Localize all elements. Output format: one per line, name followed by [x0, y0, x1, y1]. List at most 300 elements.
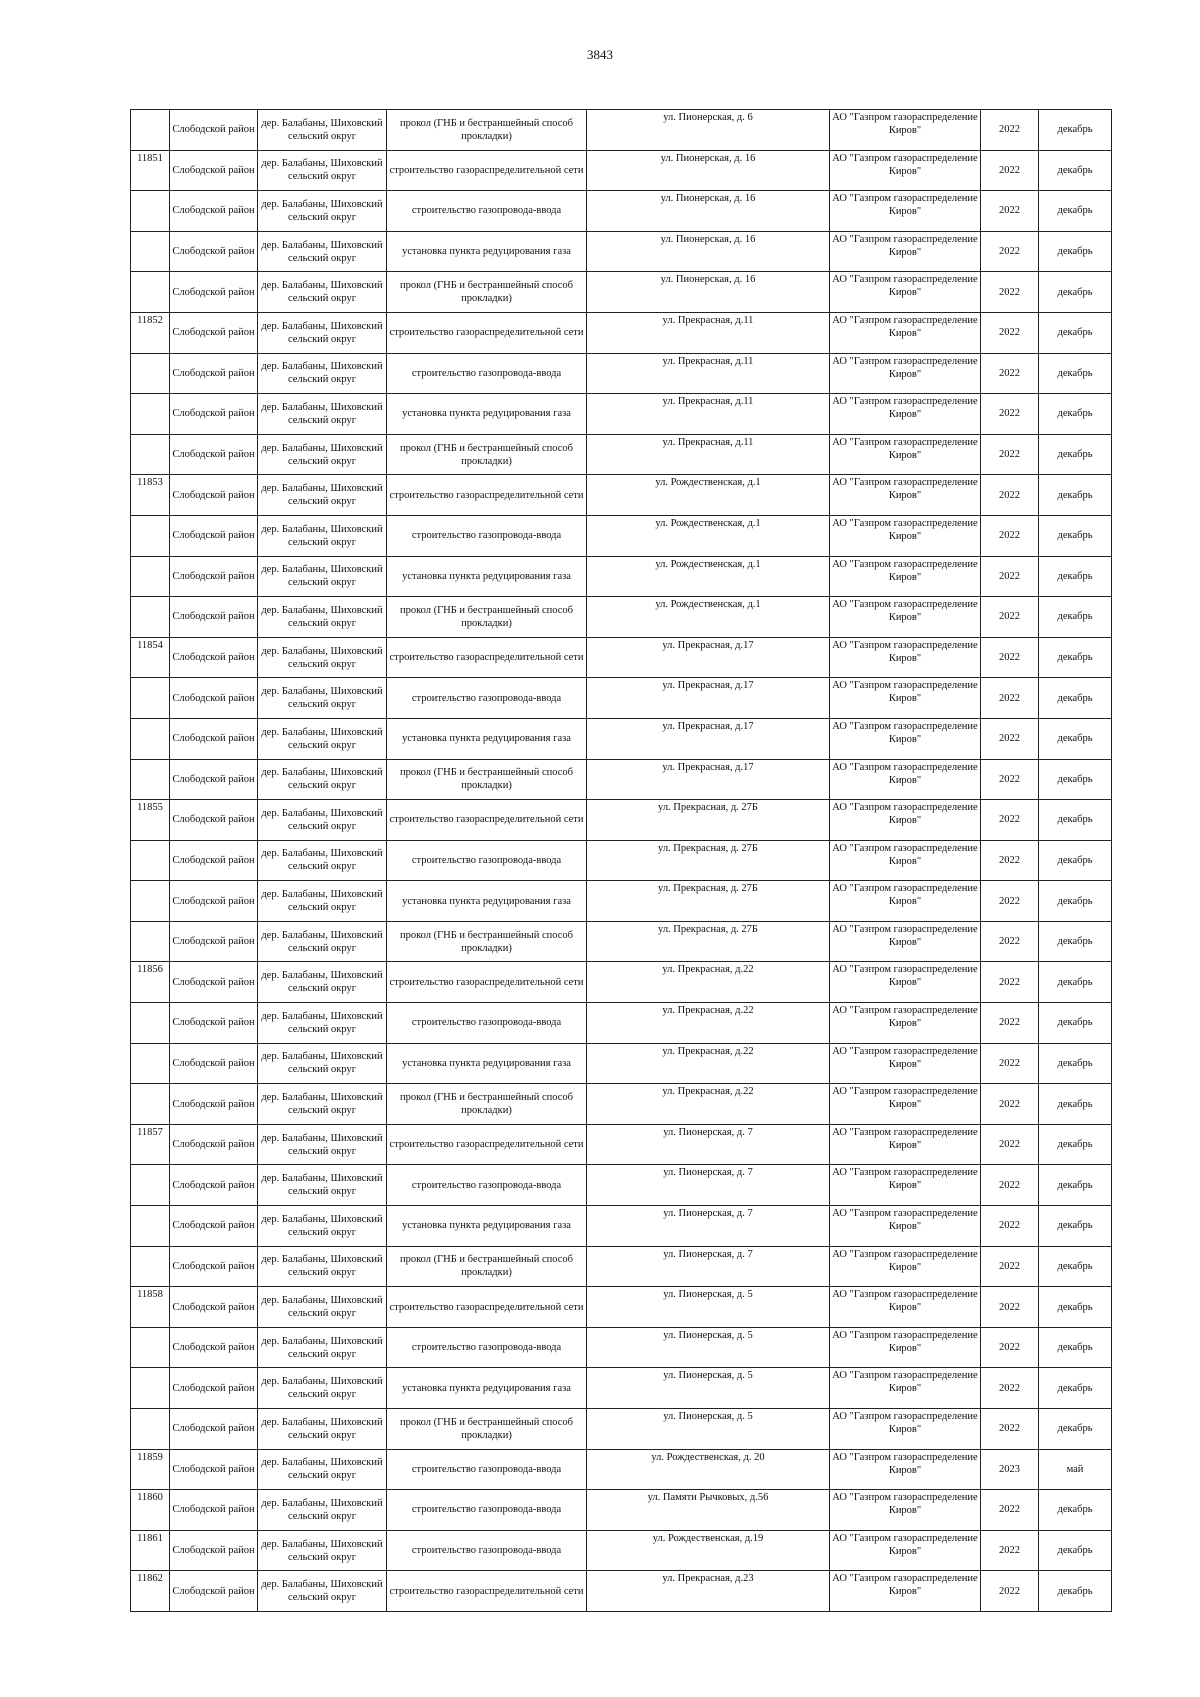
table-row [131, 394, 1112, 435]
month-cell: декабрь [1039, 1246, 1112, 1287]
work-type-cell: строительство газопровода-ввода [387, 840, 587, 881]
month-cell: декабрь [1039, 434, 1112, 475]
row-number [131, 881, 170, 922]
year-cell: 2022 [981, 1206, 1039, 1247]
month-cell: декабрь [1039, 556, 1112, 597]
table-body [131, 110, 1112, 1612]
location-cell: дер. Балабаны, Шиховский сельский округ [258, 637, 387, 678]
location-cell: дер. Балабаны, Шиховский сельский округ [258, 597, 387, 638]
organization-cell: АО "Газпром газораспределение Киров" [830, 678, 981, 719]
table-row [131, 1368, 1112, 1409]
address-cell: ул. Прекрасная, д.22 [587, 1043, 830, 1084]
work-type-cell: строительство газопровода-ввода [387, 1449, 587, 1490]
district-cell: Слободской район [170, 1003, 258, 1044]
table-row [131, 881, 1112, 922]
table-row [131, 1490, 1112, 1531]
year-cell: 2022 [981, 1409, 1039, 1450]
address-cell: ул. Рождественская, д.1 [587, 515, 830, 556]
organization-cell: АО "Газпром газораспределение Киров" [830, 1287, 981, 1328]
district-cell: Слободской район [170, 556, 258, 597]
row-number: 11856 [131, 962, 170, 1003]
address-cell: ул. Рождественская, д.19 [587, 1530, 830, 1571]
location-cell: дер. Балабаны, Шиховский сельский округ [258, 1246, 387, 1287]
organization-cell: АО "Газпром газораспределение Киров" [830, 434, 981, 475]
table-row [131, 353, 1112, 394]
district-cell: Слободской район [170, 1287, 258, 1328]
table-row [131, 515, 1112, 556]
organization-cell: АО "Газпром газораспределение Киров" [830, 921, 981, 962]
work-type-cell: установка пункта редуцирования газа [387, 556, 587, 597]
month-cell: декабрь [1039, 800, 1112, 841]
table-row [131, 110, 1112, 151]
work-type-cell: прокол (ГНБ и бестраншейный способ прокладки) [387, 110, 587, 151]
work-type-cell: строительство газопровода-ввода [387, 353, 587, 394]
work-type-cell: прокол (ГНБ и бестраншейный способ прокладки) [387, 1409, 587, 1450]
address-cell: ул. Прекрасная, д.17 [587, 718, 830, 759]
organization-cell: АО "Газпром газораспределение Киров" [830, 1490, 981, 1531]
work-type-cell: строительство газораспределительной сети [387, 962, 587, 1003]
organization-cell: АО "Газпром газораспределение Киров" [830, 800, 981, 841]
work-type-cell: прокол (ГНБ и бестраншейный способ прокладки) [387, 434, 587, 475]
year-cell: 2022 [981, 150, 1039, 191]
location-cell: дер. Балабаны, Шиховский сельский округ [258, 556, 387, 597]
district-cell: Слободской район [170, 597, 258, 638]
organization-cell: АО "Газпром газораспределение Киров" [830, 231, 981, 272]
year-cell: 2022 [981, 637, 1039, 678]
address-cell: ул. Пионерская, д. 5 [587, 1409, 830, 1450]
location-cell: дер. Балабаны, Шиховский сельский округ [258, 1124, 387, 1165]
organization-cell: АО "Газпром газораспределение Киров" [830, 191, 981, 232]
location-cell: дер. Балабаны, Шиховский сельский округ [258, 1043, 387, 1084]
year-cell: 2022 [981, 921, 1039, 962]
month-cell: декабрь [1039, 1043, 1112, 1084]
location-cell: дер. Балабаны, Шиховский сельский округ [258, 1327, 387, 1368]
organization-cell: АО "Газпром газораспределение Киров" [830, 1368, 981, 1409]
row-number [131, 1409, 170, 1450]
table-row [131, 800, 1112, 841]
location-cell: дер. Балабаны, Шиховский сельский округ [258, 678, 387, 719]
table-row [131, 1246, 1112, 1287]
location-cell: дер. Балабаны, Шиховский сельский округ [258, 1287, 387, 1328]
table-row [131, 312, 1112, 353]
address-cell: ул. Пионерская, д. 7 [587, 1206, 830, 1247]
district-cell: Слободской район [170, 759, 258, 800]
district-cell: Слободской район [170, 718, 258, 759]
year-cell: 2022 [981, 962, 1039, 1003]
row-number [131, 1003, 170, 1044]
year-cell: 2022 [981, 678, 1039, 719]
month-cell: декабрь [1039, 231, 1112, 272]
month-cell: декабрь [1039, 110, 1112, 151]
year-cell: 2022 [981, 231, 1039, 272]
row-number [131, 556, 170, 597]
address-cell: ул. Пионерская, д. 6 [587, 110, 830, 151]
work-type-cell: прокол (ГНБ и бестраншейный способ прокладки) [387, 1246, 587, 1287]
year-cell: 2022 [981, 1490, 1039, 1531]
district-cell: Слободской район [170, 1530, 258, 1571]
month-cell: декабрь [1039, 1206, 1112, 1247]
table-row [131, 434, 1112, 475]
table-row [131, 556, 1112, 597]
address-cell: ул. Пионерская, д. 7 [587, 1165, 830, 1206]
table-row [131, 840, 1112, 881]
address-cell: ул. Прекрасная, д.22 [587, 1003, 830, 1044]
location-cell: дер. Балабаны, Шиховский сельский округ [258, 718, 387, 759]
table-row [131, 191, 1112, 232]
address-cell: ул. Рождественская, д. 20 [587, 1449, 830, 1490]
organization-cell: АО "Газпром газораспределение Киров" [830, 1571, 981, 1612]
year-cell: 2022 [981, 191, 1039, 232]
month-cell: декабрь [1039, 272, 1112, 313]
location-cell: дер. Балабаны, Шиховский сельский округ [258, 962, 387, 1003]
table-row [131, 1287, 1112, 1328]
address-cell: ул. Памяти Рычковых, д.56 [587, 1490, 830, 1531]
district-cell: Слободской район [170, 191, 258, 232]
organization-cell: АО "Газпром газораспределение Киров" [830, 515, 981, 556]
month-cell: декабрь [1039, 881, 1112, 922]
location-cell: дер. Балабаны, Шиховский сельский округ [258, 1084, 387, 1125]
address-cell: ул. Пионерская, д. 7 [587, 1124, 830, 1165]
district-cell: Слободской район [170, 394, 258, 435]
location-cell: дер. Балабаны, Шиховский сельский округ [258, 1409, 387, 1450]
year-cell: 2022 [981, 515, 1039, 556]
district-cell: Слободской район [170, 840, 258, 881]
work-type-cell: установка пункта редуцирования газа [387, 881, 587, 922]
location-cell: дер. Балабаны, Шиховский сельский округ [258, 800, 387, 841]
location-cell: дер. Балабаны, Шиховский сельский округ [258, 394, 387, 435]
row-number: 11860 [131, 1490, 170, 1531]
location-cell: дер. Балабаны, Шиховский сельский округ [258, 475, 387, 516]
district-cell: Слободской район [170, 515, 258, 556]
year-cell: 2022 [981, 759, 1039, 800]
work-type-cell: установка пункта редуцирования газа [387, 718, 587, 759]
location-cell: дер. Балабаны, Шиховский сельский округ [258, 1003, 387, 1044]
month-cell: декабрь [1039, 353, 1112, 394]
district-cell: Слободской район [170, 1124, 258, 1165]
row-number [131, 515, 170, 556]
table-row [131, 1084, 1112, 1125]
work-type-cell: строительство газораспределительной сети [387, 1124, 587, 1165]
row-number: 11855 [131, 800, 170, 841]
work-type-cell: установка пункта редуцирования газа [387, 394, 587, 435]
month-cell: май [1039, 1449, 1112, 1490]
address-cell: ул. Пионерская, д. 16 [587, 150, 830, 191]
work-type-cell: прокол (ГНБ и бестраншейный способ прокладки) [387, 1084, 587, 1125]
district-cell: Слободской район [170, 272, 258, 313]
year-cell: 2022 [981, 110, 1039, 151]
row-number [131, 394, 170, 435]
district-cell: Слободской район [170, 1084, 258, 1125]
work-type-cell: строительство газораспределительной сети [387, 312, 587, 353]
row-number: 11858 [131, 1287, 170, 1328]
year-cell: 2022 [981, 881, 1039, 922]
works-table [130, 109, 1112, 1612]
work-type-cell: строительство газопровода-ввода [387, 1165, 587, 1206]
year-cell: 2022 [981, 1530, 1039, 1571]
row-number [131, 191, 170, 232]
row-number [131, 718, 170, 759]
organization-cell: АО "Газпром газораспределение Киров" [830, 1327, 981, 1368]
year-cell: 2022 [981, 1287, 1039, 1328]
location-cell: дер. Балабаны, Шиховский сельский округ [258, 1449, 387, 1490]
organization-cell: АО "Газпром газораспределение Киров" [830, 1409, 981, 1450]
organization-cell: АО "Газпром газораспределение Киров" [830, 1246, 981, 1287]
location-cell: дер. Балабаны, Шиховский сельский округ [258, 434, 387, 475]
year-cell: 2022 [981, 556, 1039, 597]
year-cell: 2022 [981, 1003, 1039, 1044]
organization-cell: АО "Газпром газораспределение Киров" [830, 759, 981, 800]
location-cell: дер. Балабаны, Шиховский сельский округ [258, 840, 387, 881]
month-cell: декабрь [1039, 475, 1112, 516]
month-cell: декабрь [1039, 1571, 1112, 1612]
location-cell: дер. Балабаны, Шиховский сельский округ [258, 921, 387, 962]
district-cell: Слободской район [170, 312, 258, 353]
work-type-cell: прокол (ГНБ и бестраншейный способ прокладки) [387, 272, 587, 313]
year-cell: 2023 [981, 1449, 1039, 1490]
year-cell: 2022 [981, 1124, 1039, 1165]
organization-cell: АО "Газпром газораспределение Киров" [830, 1449, 981, 1490]
district-cell: Слободской район [170, 800, 258, 841]
month-cell: декабрь [1039, 150, 1112, 191]
year-cell: 2022 [981, 434, 1039, 475]
month-cell: декабрь [1039, 1287, 1112, 1328]
row-number [131, 1084, 170, 1125]
address-cell: ул. Прекрасная, д.11 [587, 434, 830, 475]
year-cell: 2022 [981, 718, 1039, 759]
row-number: 11859 [131, 1449, 170, 1490]
location-cell: дер. Балабаны, Шиховский сельский округ [258, 353, 387, 394]
row-number [131, 840, 170, 881]
organization-cell: АО "Газпром газораспределение Киров" [830, 1165, 981, 1206]
work-type-cell: строительство газопровода-ввода [387, 515, 587, 556]
address-cell: ул. Прекрасная, д. 27Б [587, 800, 830, 841]
work-type-cell: установка пункта редуцирования газа [387, 231, 587, 272]
organization-cell: АО "Газпром газораспределение Киров" [830, 353, 981, 394]
district-cell: Слободской район [170, 1327, 258, 1368]
table-row [131, 921, 1112, 962]
year-cell: 2022 [981, 1327, 1039, 1368]
district-cell: Слободской район [170, 475, 258, 516]
year-cell: 2022 [981, 353, 1039, 394]
location-cell: дер. Балабаны, Шиховский сельский округ [258, 150, 387, 191]
table-row [131, 231, 1112, 272]
month-cell: декабрь [1039, 1368, 1112, 1409]
month-cell: декабрь [1039, 718, 1112, 759]
organization-cell: АО "Газпром газораспределение Киров" [830, 312, 981, 353]
organization-cell: АО "Газпром газораспределение Киров" [830, 1043, 981, 1084]
district-cell: Слободской район [170, 150, 258, 191]
organization-cell: АО "Газпром газораспределение Киров" [830, 556, 981, 597]
district-cell: Слободской район [170, 353, 258, 394]
organization-cell: АО "Газпром газораспределение Киров" [830, 637, 981, 678]
table-row [131, 1124, 1112, 1165]
row-number: 11852 [131, 312, 170, 353]
work-type-cell: строительство газопровода-ввода [387, 678, 587, 719]
year-cell: 2022 [981, 394, 1039, 435]
address-cell: ул. Прекрасная, д.11 [587, 312, 830, 353]
organization-cell: АО "Газпром газораспределение Киров" [830, 1084, 981, 1125]
year-cell: 2022 [981, 1043, 1039, 1084]
month-cell: декабрь [1039, 1409, 1112, 1450]
row-number [131, 597, 170, 638]
location-cell: дер. Балабаны, Шиховский сельский округ [258, 1530, 387, 1571]
organization-cell: АО "Газпром газораспределение Киров" [830, 1003, 981, 1044]
location-cell: дер. Балабаны, Шиховский сельский округ [258, 110, 387, 151]
address-cell: ул. Пионерская, д. 16 [587, 191, 830, 232]
district-cell: Слободской район [170, 231, 258, 272]
row-number: 11853 [131, 475, 170, 516]
work-type-cell: прокол (ГНБ и бестраншейный способ прокладки) [387, 759, 587, 800]
row-number: 11861 [131, 1530, 170, 1571]
address-cell: ул. Рождественская, д.1 [587, 475, 830, 516]
address-cell: ул. Прекрасная, д.17 [587, 637, 830, 678]
location-cell: дер. Балабаны, Шиховский сельский округ [258, 231, 387, 272]
location-cell: дер. Балабаны, Шиховский сельский округ [258, 1206, 387, 1247]
year-cell: 2022 [981, 597, 1039, 638]
organization-cell: АО "Газпром газораспределение Киров" [830, 150, 981, 191]
work-type-cell: строительство газораспределительной сети [387, 800, 587, 841]
district-cell: Слободской район [170, 1490, 258, 1531]
work-type-cell: строительство газораспределительной сети [387, 1571, 587, 1612]
year-cell: 2022 [981, 312, 1039, 353]
district-cell: Слободской район [170, 1571, 258, 1612]
district-cell: Слободской район [170, 1368, 258, 1409]
month-cell: декабрь [1039, 1124, 1112, 1165]
row-number [131, 921, 170, 962]
district-cell: Слободской район [170, 1206, 258, 1247]
location-cell: дер. Балабаны, Шиховский сельский округ [258, 272, 387, 313]
district-cell: Слободской район [170, 110, 258, 151]
address-cell: ул. Прекрасная, д.22 [587, 962, 830, 1003]
year-cell: 2022 [981, 1084, 1039, 1125]
month-cell: декабрь [1039, 312, 1112, 353]
organization-cell: АО "Газпром газораспределение Киров" [830, 110, 981, 151]
district-cell: Слободской район [170, 921, 258, 962]
month-cell: декабрь [1039, 515, 1112, 556]
month-cell: декабрь [1039, 759, 1112, 800]
row-number [131, 353, 170, 394]
row-number [131, 434, 170, 475]
row-number [131, 1206, 170, 1247]
year-cell: 2022 [981, 840, 1039, 881]
work-type-cell: строительство газораспределительной сети [387, 150, 587, 191]
month-cell: декабрь [1039, 191, 1112, 232]
address-cell: ул. Прекрасная, д. 27Б [587, 881, 830, 922]
work-type-cell: строительство газопровода-ввода [387, 1327, 587, 1368]
district-cell: Слободской район [170, 678, 258, 719]
month-cell: декабрь [1039, 921, 1112, 962]
table-row [131, 1206, 1112, 1247]
month-cell: декабрь [1039, 840, 1112, 881]
year-cell: 2022 [981, 272, 1039, 313]
work-type-cell: установка пункта редуцирования газа [387, 1206, 587, 1247]
row-number: 11854 [131, 637, 170, 678]
row-number [131, 759, 170, 800]
work-type-cell: установка пункта редуцирования газа [387, 1368, 587, 1409]
work-type-cell: строительство газопровода-ввода [387, 1530, 587, 1571]
table-row [131, 272, 1112, 313]
table-row [131, 597, 1112, 638]
table-row [131, 1165, 1112, 1206]
work-type-cell: строительство газораспределительной сети [387, 475, 587, 516]
year-cell: 2022 [981, 1368, 1039, 1409]
organization-cell: АО "Газпром газораспределение Киров" [830, 1206, 981, 1247]
district-cell: Слободской район [170, 881, 258, 922]
row-number [131, 1246, 170, 1287]
location-cell: дер. Балабаны, Шиховский сельский округ [258, 1490, 387, 1531]
address-cell: ул. Прекрасная, д.11 [587, 353, 830, 394]
year-cell: 2022 [981, 1571, 1039, 1612]
table-row [131, 1449, 1112, 1490]
address-cell: ул. Пионерская, д. 5 [587, 1287, 830, 1328]
table-row [131, 759, 1112, 800]
month-cell: декабрь [1039, 637, 1112, 678]
address-cell: ул. Прекрасная, д.11 [587, 394, 830, 435]
work-type-cell: строительство газораспределительной сети [387, 637, 587, 678]
organization-cell: АО "Газпром газораспределение Киров" [830, 1124, 981, 1165]
table-row [131, 678, 1112, 719]
location-cell: дер. Балабаны, Шиховский сельский округ [258, 312, 387, 353]
work-type-cell: строительство газопровода-ввода [387, 1490, 587, 1531]
address-cell: ул. Рождественская, д.1 [587, 556, 830, 597]
table-row [131, 637, 1112, 678]
location-cell: дер. Балабаны, Шиховский сельский округ [258, 1368, 387, 1409]
district-cell: Слободской район [170, 1246, 258, 1287]
district-cell: Слободской район [170, 637, 258, 678]
month-cell: декабрь [1039, 1084, 1112, 1125]
month-cell: декабрь [1039, 394, 1112, 435]
district-cell: Слободской район [170, 1165, 258, 1206]
table-row [131, 1530, 1112, 1571]
work-type-cell: установка пункта редуцирования газа [387, 1043, 587, 1084]
table-row [131, 475, 1112, 516]
district-cell: Слободской район [170, 962, 258, 1003]
address-cell: ул. Прекрасная, д. 27Б [587, 840, 830, 881]
district-cell: Слободской район [170, 1409, 258, 1450]
address-cell: ул. Прекрасная, д. 27Б [587, 921, 830, 962]
page-number: 3843 [587, 47, 613, 62]
table-row [131, 962, 1112, 1003]
month-cell: декабрь [1039, 962, 1112, 1003]
row-number [131, 272, 170, 313]
table-row [131, 1409, 1112, 1450]
month-cell: декабрь [1039, 1530, 1112, 1571]
work-type-cell: строительство газопровода-ввода [387, 1003, 587, 1044]
address-cell: ул. Прекрасная, д.17 [587, 678, 830, 719]
year-cell: 2022 [981, 1165, 1039, 1206]
row-number [131, 1165, 170, 1206]
location-cell: дер. Балабаны, Шиховский сельский округ [258, 1165, 387, 1206]
row-number: 11851 [131, 150, 170, 191]
year-cell: 2022 [981, 800, 1039, 841]
address-cell: ул. Прекрасная, д.22 [587, 1084, 830, 1125]
row-number [131, 1043, 170, 1084]
row-number: 11857 [131, 1124, 170, 1165]
address-cell: ул. Пионерская, д. 5 [587, 1327, 830, 1368]
work-type-cell: строительство газораспределительной сети [387, 1287, 587, 1328]
month-cell: декабрь [1039, 597, 1112, 638]
row-number [131, 678, 170, 719]
organization-cell: АО "Газпром газораспределение Киров" [830, 394, 981, 435]
district-cell: Слободской район [170, 434, 258, 475]
location-cell: дер. Балабаны, Шиховский сельский округ [258, 515, 387, 556]
work-type-cell: строительство газопровода-ввода [387, 191, 587, 232]
month-cell: декабрь [1039, 1490, 1112, 1531]
address-cell: ул. Прекрасная, д.23 [587, 1571, 830, 1612]
month-cell: декабрь [1039, 1165, 1112, 1206]
work-type-cell: прокол (ГНБ и бестраншейный способ прокладки) [387, 597, 587, 638]
organization-cell: АО "Газпром газораспределение Киров" [830, 962, 981, 1003]
